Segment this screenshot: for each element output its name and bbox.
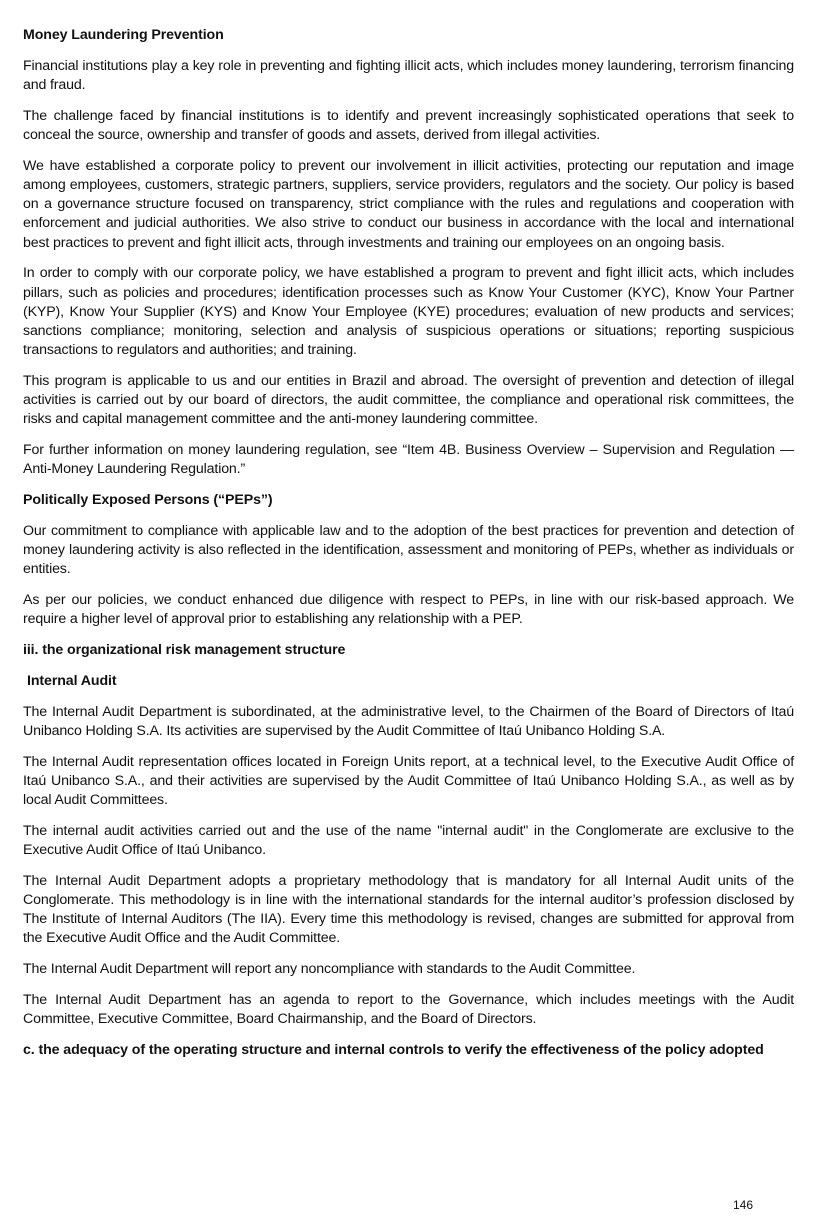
- paragraph-internal-audit-subordination: The Internal Audit Department is subordinated, at the administrative level, to the Chairmen of the Board of Directors of Itaú Unibanco Holding S.A. Its activities are supervised by the Audit Committee of Itaú Unibanco Holding S.A.: [23, 703, 794, 740]
- heading-operating-structure-adequacy: c. the adequacy of the operating structure and internal controls to verify the effectiveness of the policy adopted: [23, 1041, 764, 1058]
- paragraph-internal-audit-name-use: The internal audit activities carried out and the use of the name "internal audit" in the Conglomerate are exclusive to the Executive Audit Office of Itaú Unibanco.: [23, 822, 794, 859]
- paragraph-governance-agenda: The Internal Audit Department has an agenda to report to the Governance, which includes meetings with the Audit Committee, Executive Committee, Board Chairmanship, and the Board of Directors.: [23, 991, 794, 1028]
- paragraph-program-pillars: In order to comply with our corporate policy, we have established a program to prevent and fight illicit acts, which includes pillars, such as policies and procedures; identification processes such as Know Your Customer (KYC), Know Your Partner (KYP), Know Your Supplier (KYS) and Know Your Employee (KYE) procedures; evaluation of new products and services; sanctions compliance; monitoring, selection and analysis of suspicious operations or situations; reporting suspicious transactions to regulators and authorities; and training.: [23, 265, 794, 359]
- document-page: [23, 26, 794, 1072]
- paragraph-financial-institutions-role: Financial institutions play a key role in preventing and fighting illicit acts, which includes money laundering, terrorism financing and fraud.: [23, 58, 794, 94]
- paragraph-peps-commitment: Our commitment to compliance with applicable law and to the adoption of the best practices for prevention and detection of money laundering activity is also reflected in the identification, assessment and monitoring of PEPs, whether as individuals or entities.: [23, 522, 794, 578]
- paragraph-methodology: The Internal Audit Department adopts a proprietary methodology that is mandatory for all Internal Audit units of the Conglomerate. This methodology is in line with the international standards for the internal auditor’s profession disclosed by The Institute of Internal Auditors (The IIA). Every time this methodology is revised, changes are submitted for approval from the Executive Audit Office and the Audit Committee.: [23, 872, 794, 947]
- heading-organizational-risk-structure: iii. the organizational risk management structure: [23, 641, 346, 658]
- paragraph-program-oversight: This program is applicable to us and our entities in Brazil and abroad. The oversight of prevention and detection of illegal activities is carried out by our board of directors, the audit committee, the compliance and operational risk committees, the risks and capital management committee and the anti-money laundering committee.: [23, 372, 794, 428]
- paragraph-challenge: The challenge faced by financial institutions is to identify and prevent increasingly sophisticated operations that seek to conceal the source, ownership and transfer of goods and assets, derived from illegal activities.: [23, 107, 794, 144]
- heading-money-laundering-prevention: Money Laundering Prevention: [23, 27, 224, 43]
- heading-peps: Politically Exposed Persons (“PEPs”): [23, 491, 273, 508]
- paragraph-foreign-units: The Internal Audit representation offices located in Foreign Units report, at a technical level, to the Executive Audit Office of Itaú Unibanco S.A., and their activities are supervised by the Audit Committee of Itaú Unibanco Holding S.A., as well as by local Audit Committees.: [23, 753, 794, 809]
- paragraph-corporate-policy: We have established a corporate policy to prevent our involvement in illicit activities, protecting our reputation and image among employees, customers, strategic partners, suppliers, service providers, regulators and the society. Our policy is based on a governance structure focused on transparency, strict compliance with the rules and regulations and cooperation with enforcement and judicial authorities. We also strive to conduct our business in accordance with the local and international best practices to prevent and fight illicit acts, through investments and training our employees on an ongoing basis.: [23, 157, 794, 251]
- paragraph-further-information: For further information on money laundering regulation, see “Item 4B. Business Overview – Supervision and Regulation — Anti-Money Laundering Regulation.”: [23, 441, 794, 478]
- page-number: 146: [733, 1198, 754, 1212]
- paragraph-noncompliance-reporting: The Internal Audit Department will report any noncompliance with standards to the Audit Committee.: [23, 961, 636, 978]
- paragraph-peps-due-diligence: As per our policies, we conduct enhanced due diligence with respect to PEPs, in line with our risk-based approach. We require a higher level of approval prior to establishing any relationship with a PEP.: [23, 591, 794, 628]
- heading-internal-audit: Internal Audit: [27, 672, 117, 689]
